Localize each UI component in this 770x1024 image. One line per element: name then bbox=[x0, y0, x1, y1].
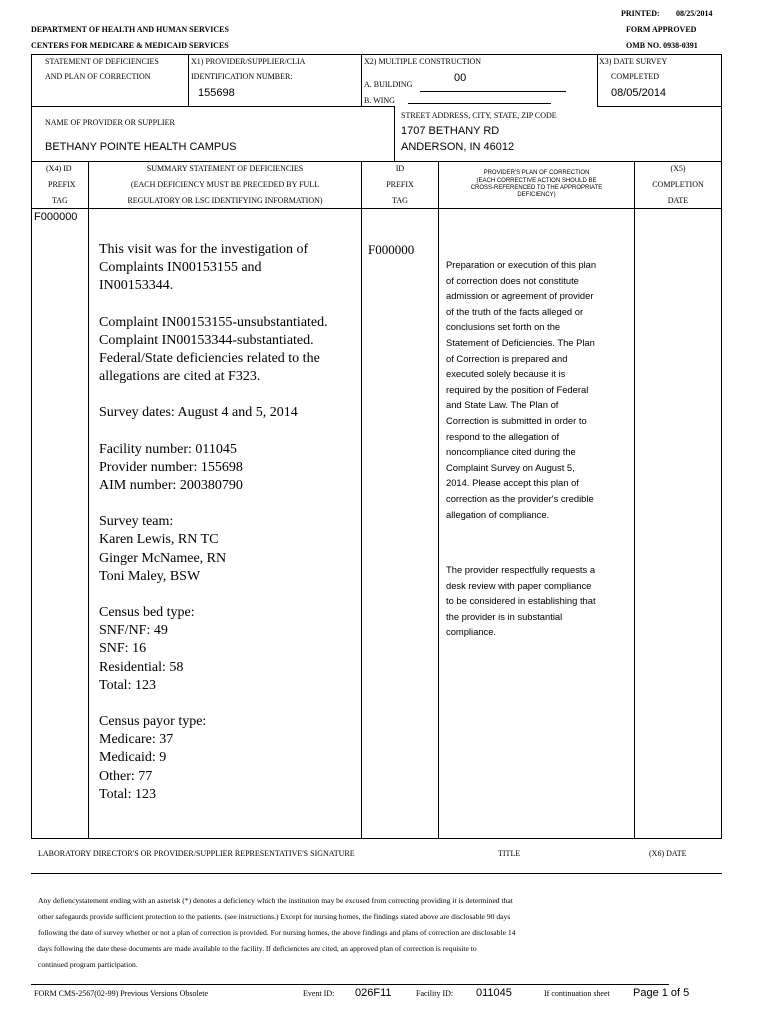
x5-completion: COMPLETION bbox=[652, 180, 704, 189]
plan-line: noncompliance cited during the bbox=[446, 446, 576, 458]
finding-line: SNF/NF: 49 bbox=[99, 623, 168, 639]
plan-line: respond to the allegation of bbox=[446, 430, 560, 442]
summary-findings bbox=[99, 241, 349, 822]
x3-sublabel: COMPLETED bbox=[611, 72, 659, 81]
wing-label: B. WING bbox=[364, 96, 395, 105]
finding-paragraph bbox=[99, 404, 349, 422]
legal-line: Any defiencystatement ending with an asterisk (*) denotes a deficiency which the institution may be excused from correcting providing it is determined that bbox=[38, 896, 513, 905]
finding-paragraph bbox=[99, 241, 349, 296]
x1-sublabel: IDENTIFICATION NUMBER: bbox=[191, 72, 293, 81]
department-name: DEPARTMENT OF HEALTH AND HUMAN SERVICES bbox=[31, 25, 229, 34]
x4-label: (X4) ID bbox=[46, 164, 72, 173]
event-id-value: 026F11 bbox=[355, 987, 392, 999]
finding-line: Other: 77 bbox=[99, 768, 153, 784]
statement-label: STATEMENT OF DEFICIENCIES bbox=[45, 57, 159, 66]
x1-label: X1) PROVIDER/SUPPLIER/CLIA bbox=[191, 57, 306, 66]
plan-subheader-3: DEFICIENCY) bbox=[517, 192, 556, 198]
page-number: Page 1 of 5 bbox=[633, 987, 690, 999]
plan-line: conclusions set forth on the bbox=[446, 321, 561, 333]
plan-subheader-2: CROSS-REFERENCED TO THE APPROPRIATE bbox=[470, 185, 603, 191]
address-line1: 1707 BETHANY RD bbox=[401, 125, 500, 137]
finding-line: Facility number: 011045 bbox=[99, 441, 237, 457]
plan-line: allegation of compliance. bbox=[446, 508, 550, 520]
finding-line: Federal/State deficiencies related to the bbox=[99, 351, 320, 367]
summary-subheader-2: REGULATORY OR LSC IDENTIFYING INFORMATION) bbox=[127, 196, 323, 205]
printed-label: PRINTED: bbox=[621, 9, 660, 18]
form-label: FORM CMS-2567(02-99) Previous Versions Obsolete bbox=[34, 989, 209, 998]
x4-tag: TAG bbox=[52, 196, 68, 205]
omb-number: OMB NO. 0938-0391 bbox=[626, 41, 698, 50]
id-tag: TAG bbox=[392, 196, 408, 205]
plan-line: admission or agreement of provider bbox=[446, 290, 594, 302]
plan-of-correction-text bbox=[446, 257, 604, 680]
finding-paragraph bbox=[99, 441, 349, 496]
right-prefix-tag: F000000 bbox=[368, 242, 415, 257]
x4-prefix: PREFIX bbox=[48, 180, 76, 189]
plan-line: Correction is submitted in order to bbox=[446, 414, 587, 426]
form-approved: FORM APPROVED bbox=[626, 25, 697, 34]
plan-subheader-1: (EACH CORRECTIVE ACTION SHOULD BE bbox=[476, 178, 597, 184]
x3-label: X3) DATE SURVEY bbox=[599, 57, 668, 66]
plan-line: Complaint Survey on August 5, bbox=[446, 461, 575, 473]
finding-line: Total: 123 bbox=[99, 786, 156, 802]
finding-line: Complaint IN00153344-substantiated. bbox=[99, 332, 314, 348]
signature-label: LABORATORY DIRECTOR'S OR PROVIDER/SUPPLIER REPRESENTATIVE'S SIGNATURE bbox=[38, 849, 355, 858]
provider-label: NAME OF PROVIDER OR SUPPLIER bbox=[45, 118, 175, 127]
summary-header: SUMMARY STATEMENT OF DEFICIENCIES bbox=[146, 164, 304, 173]
plan-of-correction-label: AND PLAN OF CORRECTION bbox=[45, 72, 151, 81]
finding-line: Provider number: 155698 bbox=[99, 459, 243, 475]
plan-line: of correction does not constitute bbox=[446, 274, 579, 286]
finding-paragraph bbox=[99, 513, 349, 586]
x5-label: (X5) bbox=[670, 164, 686, 173]
plan-line: desk review with paper compliance bbox=[446, 579, 592, 591]
finding-line: Residential: 58 bbox=[99, 659, 184, 675]
plan-paragraph bbox=[446, 562, 604, 640]
left-prefix-tag: F000000 bbox=[34, 211, 78, 223]
finding-line: Complaint IN00153155-unsubstantiated. bbox=[99, 314, 328, 330]
x5-date: DATE bbox=[667, 196, 689, 205]
finding-line: Complaints IN00153155 and bbox=[99, 260, 262, 276]
continuation-label: If continuation sheet bbox=[544, 989, 610, 998]
address-label: STREET ADDRESS, CITY, STATE, ZIP CODE bbox=[401, 111, 557, 120]
plan-line: correction as the provider's credible bbox=[446, 492, 594, 504]
plan-header: PROVIDER'S PLAN OF CORRECTION bbox=[483, 170, 590, 176]
legal-line: following the date of survey whether or not a plan of correction is provided. For nursing homes, the above findings and plans of correction are disclosable 14 bbox=[38, 928, 516, 937]
plan-paragraph bbox=[446, 257, 604, 522]
plan-line: required by the position of Federal bbox=[446, 383, 589, 395]
finding-line: Toni Maley, BSW bbox=[99, 568, 201, 584]
signature-date-label: (X6) DATE bbox=[649, 849, 687, 858]
printed-date: 08/25/2014 bbox=[676, 9, 713, 18]
provider-name: BETHANY POINTE HEALTH CAMPUS bbox=[45, 141, 237, 153]
summary-subheader: (EACH DEFICIENCY MUST BE PRECEDED BY FULL bbox=[130, 180, 320, 189]
legal-disclaimer bbox=[38, 893, 608, 973]
event-id-label: Event ID: bbox=[303, 989, 335, 998]
finding-line: Medicare: 37 bbox=[99, 732, 174, 748]
x3-value: 08/05/2014 bbox=[611, 87, 667, 99]
legal-line: other safegaurds provide sufficient protection to the patients. (see instructions.) Except for nursing homes, the findings stated above are disclosable 90 days bbox=[38, 912, 511, 921]
x2-label: X2) MULTIPLE CONSTRUCTION bbox=[364, 57, 482, 66]
centers-name: CENTERS FOR MEDICARE & MEDICAID SERVICES bbox=[31, 41, 229, 50]
finding-line: Total: 123 bbox=[99, 677, 156, 693]
legal-line: continued program participation. bbox=[38, 960, 138, 969]
finding-paragraph bbox=[99, 604, 349, 695]
finding-line: Karen Lewis, RN TC bbox=[99, 532, 219, 548]
finding-line: Medicaid: 9 bbox=[99, 750, 167, 766]
finding-line: Survey dates: August 4 and 5, 2014 bbox=[99, 405, 298, 421]
plan-line: Statement of Deficiencies. The Plan bbox=[446, 336, 595, 348]
building-value: 00 bbox=[454, 72, 467, 84]
title-label: TITLE bbox=[498, 849, 521, 858]
building-label: A. BUILDING bbox=[364, 80, 413, 89]
finding-line: Census payor type: bbox=[99, 714, 207, 730]
finding-paragraph bbox=[99, 314, 349, 387]
plan-line: The provider respectfully requests a bbox=[446, 564, 596, 576]
finding-line: SNF: 16 bbox=[99, 641, 147, 657]
plan-line: of Correction is prepared and bbox=[446, 352, 568, 364]
finding-line: Ginger McNamee, RN bbox=[99, 550, 227, 566]
finding-line: Survey team: bbox=[99, 514, 174, 530]
id-label: ID bbox=[395, 164, 405, 173]
plan-line: to be considered in establishing that bbox=[446, 595, 596, 607]
finding-line: AIM number: 200380790 bbox=[99, 478, 243, 494]
finding-paragraph bbox=[99, 713, 349, 804]
plan-line: the provider is in substantial bbox=[446, 610, 563, 622]
finding-line: This visit was for the investigation of bbox=[99, 242, 309, 257]
address-line2: ANDERSON, IN 46012 bbox=[401, 141, 515, 153]
id-prefix: PREFIX bbox=[386, 180, 414, 189]
facility-id-label: Facility ID: bbox=[416, 989, 454, 998]
facility-id-value: 011045 bbox=[476, 987, 512, 999]
finding-line: IN00153344. bbox=[99, 278, 174, 294]
plan-line: compliance. bbox=[446, 626, 497, 638]
finding-line: allegations are cited at F323. bbox=[99, 369, 261, 385]
finding-line: Census bed type: bbox=[99, 605, 195, 621]
plan-line: Preparation or execution of this plan bbox=[446, 259, 597, 270]
plan-line: of the truth of the facts alleged or bbox=[446, 305, 584, 317]
plan-line: 2014. Please accept this plan of bbox=[446, 477, 579, 489]
plan-line: executed solely because it is bbox=[446, 368, 566, 380]
plan-line: and State Law. The Plan of bbox=[446, 399, 559, 411]
legal-line: days following the date these documents are made available to the facility. If deficiencies are cited, an approved plan of correction is requisite to bbox=[38, 944, 477, 953]
x1-value: 155698 bbox=[198, 87, 235, 99]
